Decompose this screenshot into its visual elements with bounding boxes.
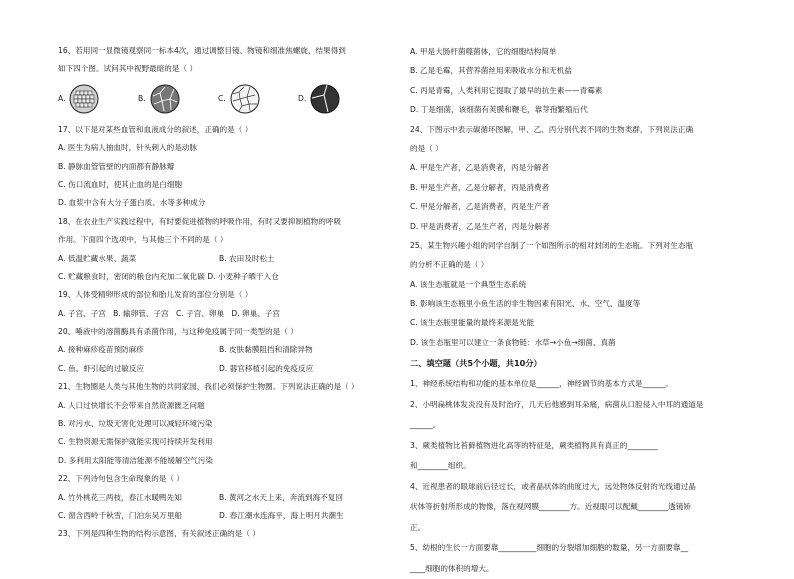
q18-option-c: C. 贮藏粮食时，密闭的粮仓内充加二氧化碳 (58, 271, 205, 281)
q16-option-b: B. (138, 84, 218, 114)
q23-option-a: A. 甲是大肠杆菌噬菌体，它的细胞结构简单 (410, 47, 557, 56)
fill-question-4-end: 正。 (410, 522, 426, 532)
fill-question-4-cont: 状体等折射所形成的物像，落在视网膜________方。近视眼可以配戴________透镜矫 (410, 502, 691, 512)
q16-option-d: D. (298, 84, 378, 114)
fill-question-2-cont: ______。 (410, 420, 441, 430)
cell-large-image-b (150, 84, 180, 114)
q19-option-c: C. 子宫、卵巢 (175, 308, 225, 318)
q24-option-d: D. 甲是消费者，乙是生产者，丙是分解者 (410, 221, 550, 231)
q22-option-d: D. 春江潮水连海平，海上明月共潮生 (219, 510, 344, 520)
q24-stem: 24、下图示中表示碳循环图解，甲、乙、丙分别代表不同的生物类群，下列说法正确 (410, 124, 694, 134)
q22-stem: 22、下列诗句包含生命现象的是（ ） (58, 474, 184, 484)
right-column (410, 42, 742, 579)
q24-option-a: A. 甲是生产者，乙是消费者，丙是分解者 (410, 163, 549, 173)
q16-stem-1: 16、若用同一显微镜观察同一标本4次，通过调整目镜、物镜和细准焦螺旋，结果得到 (58, 46, 346, 55)
left-column (58, 42, 380, 544)
section-fill-in-title: 二、填空题（共5个小题，共10分） (410, 358, 542, 369)
q24-option-c: C. 甲是分解者，乙是消费者，丙是生产者 (410, 202, 550, 212)
q16-option-a: A. (58, 84, 138, 114)
q16-option-c: C. (218, 84, 298, 114)
q25-stem: 25、某生物兴趣小组的同学自制了一个如图所示的相对封闭的生态瓶。下列对生态瓶 (410, 240, 694, 250)
cell-grid-image-a (69, 84, 99, 114)
q16-image-options (58, 80, 380, 118)
q18-stem-1: 18、在农业生产实践过程中，有时要促进植物的呼吸作用，有时又要抑制植物的呼吸 (58, 216, 342, 226)
q24-option-b: B. 甲是生产者，乙是分解者，丙是消费者 (410, 182, 550, 192)
fill-question-5: 5、幼根的生长一方面要靠__________细胞的分裂增加细胞的数量，另一方面要靠__ (410, 543, 689, 553)
q25-stem-2: 的分析不正确的是（ ） (410, 260, 489, 270)
q19-option-b: B. 输卵管、子宫 (113, 308, 169, 318)
q18-stem-2: 作用。下面四个选项中，与其他三个不同的是（ ） (58, 235, 228, 245)
q17-option-b: B. 静脉血管管壁的内面都有静脉瓣 (58, 161, 175, 171)
q23-option-b: B. 乙是毛霉，其营养菌丝用来吸收水分和无机盐 (410, 66, 572, 76)
q17-option-a: A. 医生为病人抽血时，针头刺入的是动脉 (58, 143, 197, 153)
q20-option-b: B. 皮肤黏膜阻挡和清除异物 (219, 345, 313, 355)
q19-option-d: D. 卵巢、子宫 (231, 308, 280, 318)
fill-question-3-cont: 和________组织。 (410, 461, 471, 471)
q18-options-row-1 (58, 250, 380, 268)
fill-question-1: 1、神经系统结构和功能的基本单位是______，神经调节的基本方式是______。 (410, 379, 674, 389)
fill-question-4: 4、近视患者的眼球前后径过长，或者晶状体的曲度过大，远处物体反射的光线通过晶 (410, 481, 696, 491)
q17-option-d: D. 血浆中含有大分子蛋白质、水等多种成分 (58, 198, 206, 208)
q21-option-c: C. 生物资源无需保护就能实现可持续开发利用 (58, 437, 213, 447)
q20-option-a: A. 接种麻疹疫苗预防麻疹 (58, 345, 144, 355)
q18-option-a: A. 低温贮藏水果、蔬菜 (58, 253, 137, 263)
q23-option-c: C. 丙是青霉，人类利用它提取了最早的抗生素——青霉素 (410, 85, 603, 95)
q20-options-row-2 (58, 360, 380, 378)
q16-stem-2: 如下四个图。试问其中视野最暗的是（ ） (58, 64, 198, 74)
q19-option-a: A. 子宫、子宫 (58, 308, 106, 318)
q21-option-a: A. 人口过快增长不会带来自然资源匮乏问题 (58, 400, 205, 410)
q25-option-b: B. 影响该生态瓶里小鱼生活的非生物因素有阳光、水、空气、温度等 (410, 299, 641, 309)
fill-question-3: 3、蕨类植物比苔藓植物进化高等的特征是，蕨类植物具有真正的________ (410, 440, 658, 450)
q23-stem: 23、下列是四种生物的结构示意图，有关叙述正确的是（ ） (58, 529, 260, 539)
q22-options-row-2 (58, 507, 380, 525)
q25-option-c: C. 该生态瓶里能量的最终来源是光能 (410, 318, 535, 328)
fill-question-2: 2、小明扁桃体发炎没有及时治疗，几天后他感到耳朵痛，病菌从口腔侵入中耳的通道是 (410, 399, 704, 409)
cell-medium-image-c (230, 84, 260, 114)
q24-stem-2: 的是（ ） (410, 143, 443, 153)
q18-options-row-2 (58, 268, 380, 286)
q23-option-d: D. 丁是细菌，该细菌有荚膜和鞭毛，靠芽孢繁殖后代 (410, 105, 588, 115)
q18-option-d: D. 小麦种子晒干入仓 (207, 271, 279, 281)
q19-stem: 19、人体受精卵形成的部位和胎儿发育的部位分别是（ ） (58, 290, 253, 300)
q17-stem: 17、以下是对某些血管和血液成分的叙述，正确的是（ ） (58, 124, 253, 134)
q17-option-c: C. 伤口流血时，使其止血的是白细胞 (58, 179, 183, 189)
q19-options (58, 305, 380, 323)
q21-option-d: D. 多利用太阳能等清洁能源不能缓解空气污染 (58, 455, 213, 465)
q22-option-a: A. 竹外桃花三两枝，春江水暖鸭先知 (58, 492, 182, 502)
q20-option-c: C. 鱼、虾引起的过敏反应 (58, 363, 145, 373)
q22-option-b: B. 黄河之水天上来，奔流到海不复回 (219, 492, 343, 502)
q18-option-b: B. 农田及时松土 (219, 253, 275, 263)
cell-largest-image-d (310, 84, 340, 114)
q21-stem: 21、生物圈是人类与其他生物的共同家园，我们必须保护生物圈。下列说法正确的是（ ） (58, 382, 359, 392)
q25-option-a: A. 该生态瓶就是一个典型生态系统 (410, 279, 527, 289)
q20-option-d: D. 器官移植引起的免疫反应 (219, 363, 314, 373)
q20-stem: 20、唾液中的溶菌酶具有杀菌作用，与这种免疫属于同一类型的是（ ） (58, 327, 298, 337)
q22-option-c: C. 窗含西岭千秋雪，门泊东吴万里船 (58, 510, 183, 520)
q25-option-d: D. 该生态瓶里可以建立一条食物链：水草→小鱼→细菌、真菌 (410, 337, 616, 347)
q20-options-row-1 (58, 341, 380, 359)
fill-question-5-cont: ____细胞的体积的增大。 (410, 563, 494, 573)
q22-options-row-1 (58, 489, 380, 507)
q21-option-b: B. 对污水、垃圾无害化处理可以减轻环境污染 (58, 419, 213, 429)
